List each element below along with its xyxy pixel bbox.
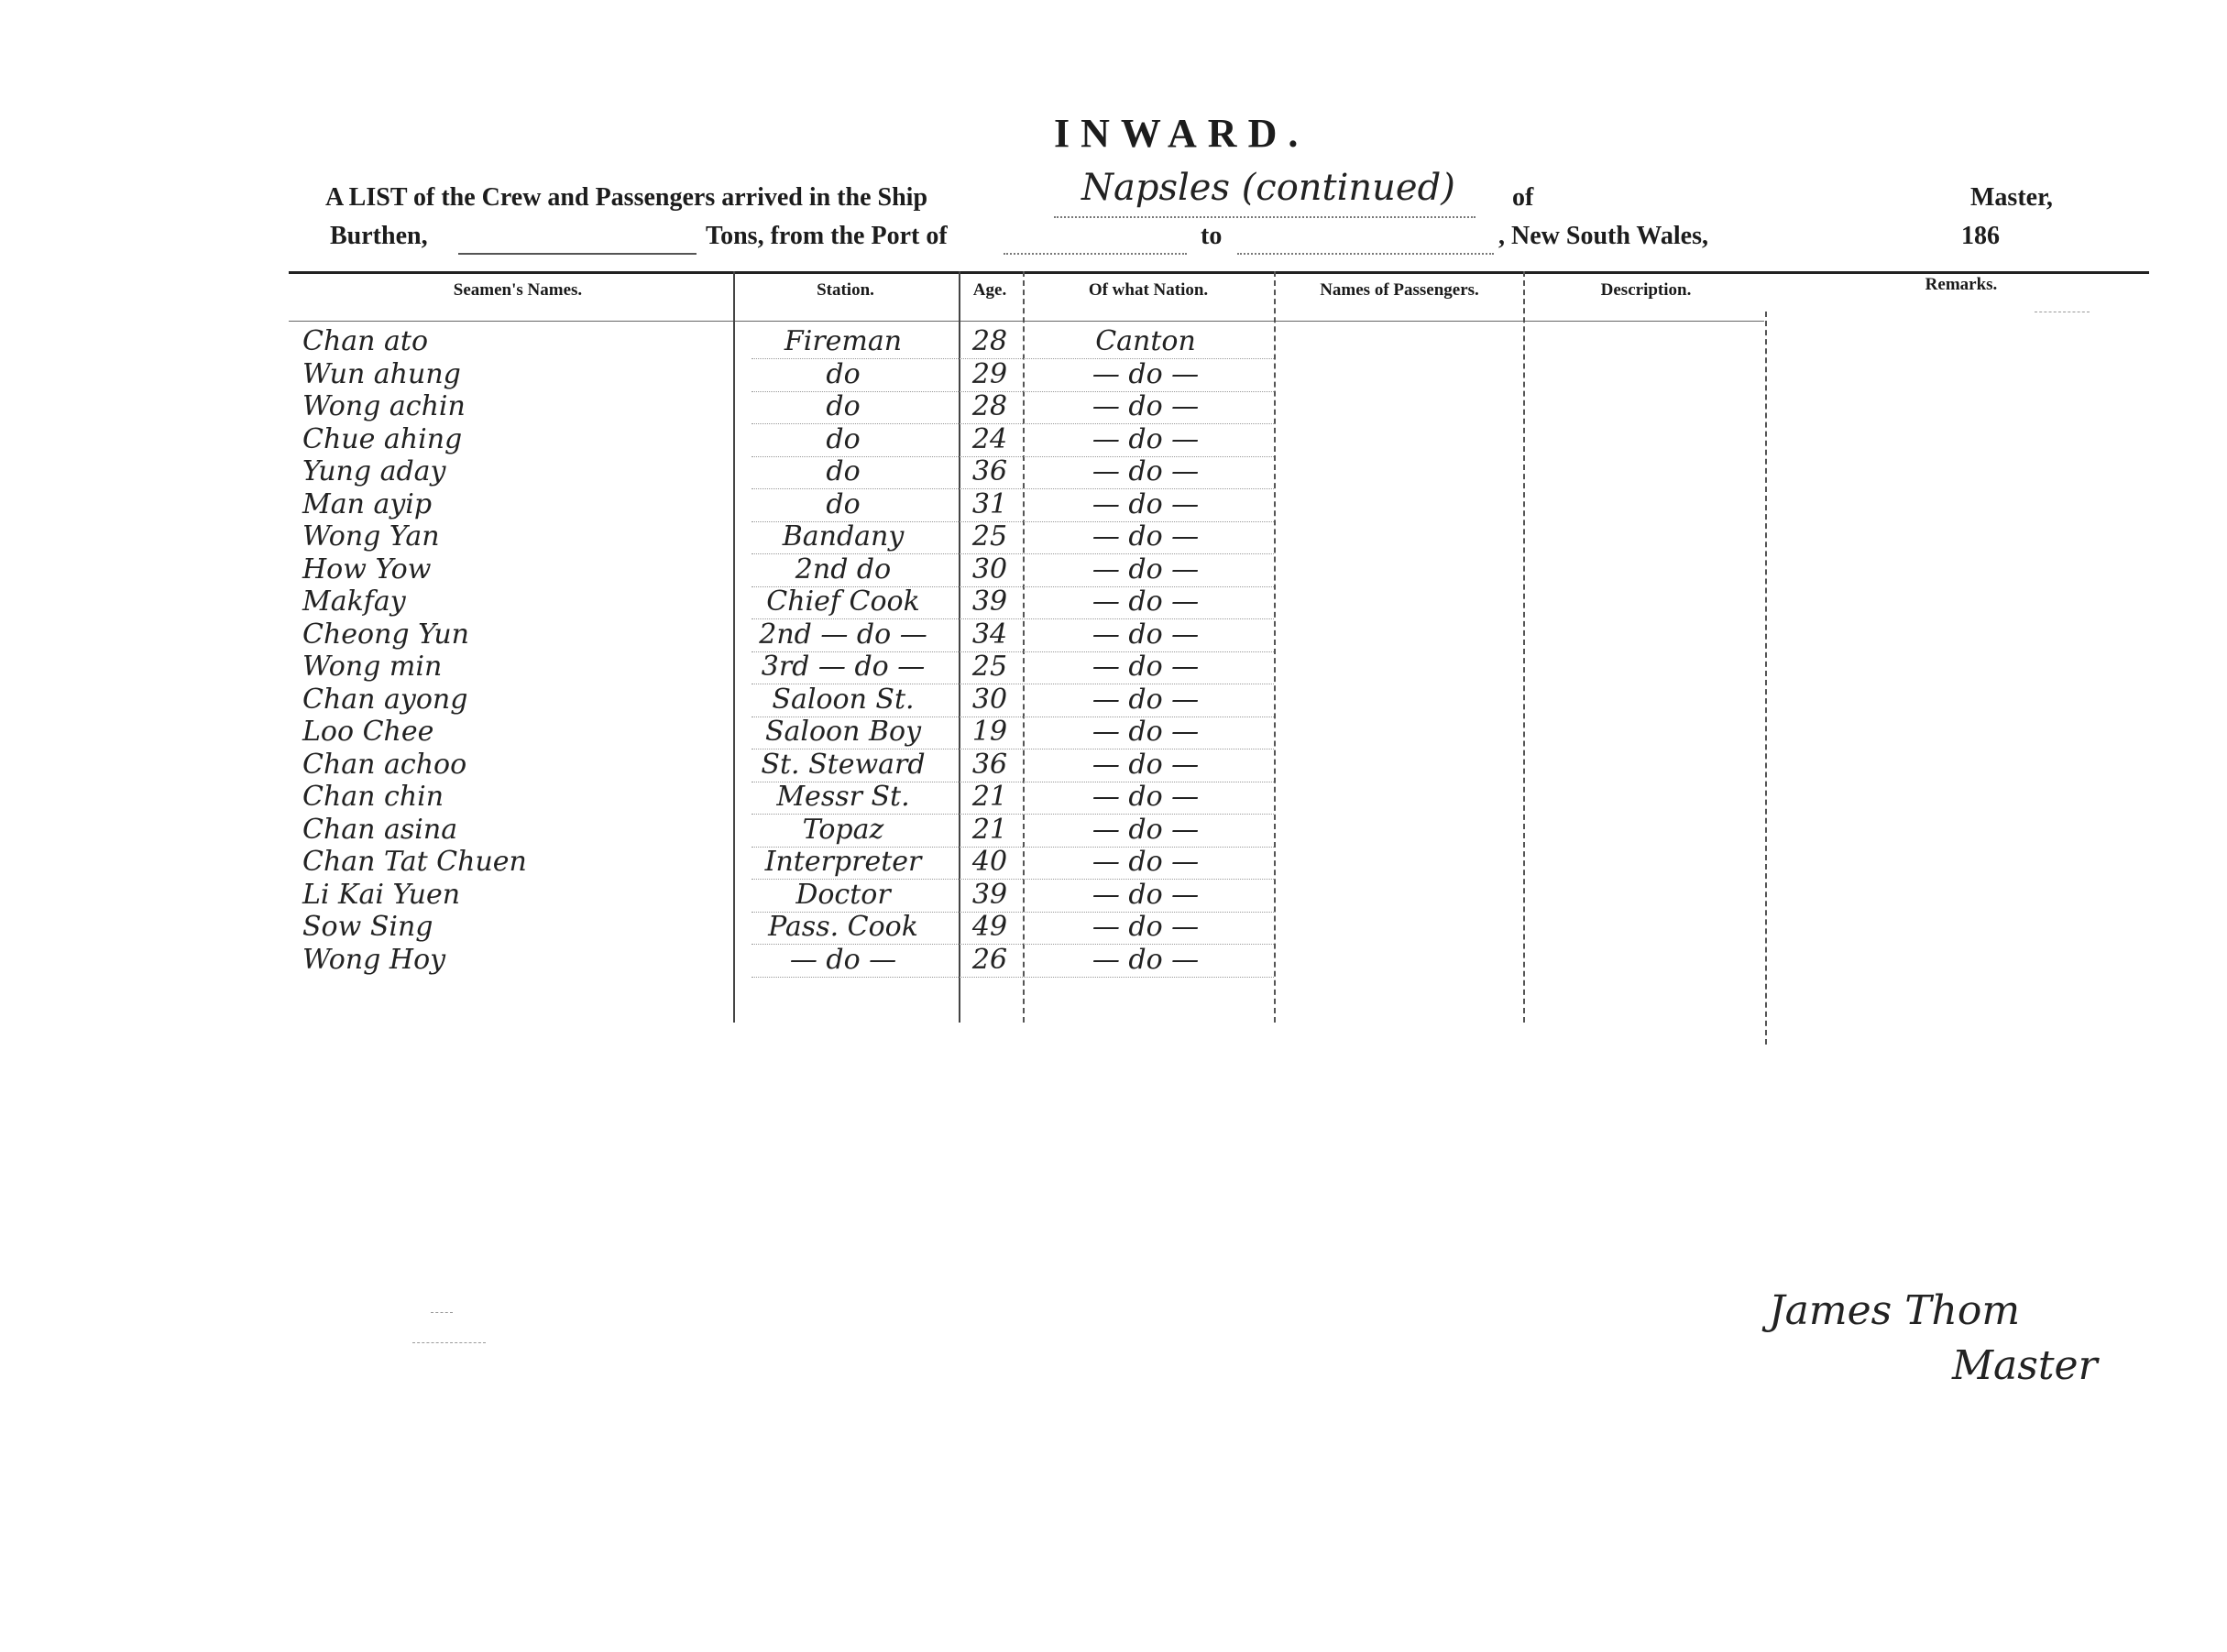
crew-age-cell: 26 <box>971 943 1008 976</box>
crew-nation-cell: — do — <box>1092 357 1200 390</box>
crew-name-cell: Man ayip <box>302 487 433 520</box>
crew-name-cell: Chan ato <box>302 325 429 357</box>
of-label: of <box>1512 183 1534 212</box>
crew-age-cell: 39 <box>971 585 1008 618</box>
col-seamen-names: Seamen's Names. <box>453 280 583 300</box>
master-signature: James Thom <box>1769 1287 2021 1334</box>
crew-station-cell: Topaz <box>802 813 884 846</box>
row-dotted-line <box>751 977 1274 978</box>
burthen-label: Burthen, <box>330 222 428 250</box>
to-label: to <box>1201 222 1223 250</box>
crew-age-cell: 36 <box>971 455 1008 487</box>
crew-station-cell: Chief Cook <box>766 585 920 618</box>
crew-nation-cell: — do — <box>1092 520 1200 552</box>
crew-nation-cell: — do — <box>1092 748 1200 781</box>
crew-name-cell: Wun ahung <box>302 357 461 390</box>
crew-station-cell: Pass. Cook <box>768 911 918 943</box>
crew-station-cell: 2nd — do — <box>759 618 927 651</box>
port-line <box>1004 253 1187 255</box>
passengers-divider <box>1274 271 1276 1023</box>
crew-nation-cell: — do — <box>1092 390 1200 422</box>
crew-name-cell: Makfay <box>302 585 406 618</box>
crew-nation-cell: — do — <box>1092 683 1200 716</box>
crew-age-cell: 34 <box>971 618 1008 651</box>
stray-mark <box>412 1342 486 1343</box>
crew-station-cell: Interpreter <box>764 846 922 878</box>
col-passengers: Names of Passengers. <box>1320 280 1479 300</box>
ship-name-line <box>1054 216 1476 218</box>
crew-station-cell: Fireman <box>784 325 903 357</box>
crew-age-cell: 40 <box>971 846 1008 878</box>
crew-station-cell: Saloon Boy <box>764 716 922 748</box>
crew-nation-cell: — do — <box>1092 618 1200 651</box>
crew-age-cell: 36 <box>971 748 1008 781</box>
header-rule <box>289 271 2149 274</box>
crew-station-cell: do <box>826 422 861 455</box>
crew-nation-cell: — do — <box>1092 911 1200 943</box>
master-label: Master, <box>1970 183 2053 212</box>
column-header-line <box>289 321 1764 322</box>
crew-nation-cell: — do — <box>1092 813 1200 846</box>
remarks-divider <box>1765 312 1767 1045</box>
col-remarks: Remarks. <box>1925 275 1998 294</box>
nsw-label: , New South Wales, <box>1498 222 1708 250</box>
crew-name-cell: Wong achin <box>302 390 466 422</box>
crew-age-cell: 21 <box>971 813 1008 846</box>
crew-name-cell: Chue ahing <box>302 422 463 455</box>
crew-age-cell: 39 <box>971 878 1008 911</box>
crew-age-cell: 29 <box>971 357 1008 390</box>
list-prefix: A LIST of the Crew and Passengers arrived in the Ship <box>325 183 928 212</box>
col-age: Age. <box>972 280 1007 300</box>
crew-nation-cell: — do — <box>1092 487 1200 520</box>
crew-age-cell: 49 <box>971 911 1008 943</box>
crew-age-cell: 30 <box>971 552 1008 585</box>
crew-age-cell: 25 <box>971 651 1008 683</box>
stray-mark <box>431 1312 453 1313</box>
crew-station-cell: do <box>826 487 861 520</box>
crew-nation-cell: — do — <box>1092 943 1200 976</box>
crew-nation-cell: — do — <box>1092 422 1200 455</box>
crew-nation-cell: — do — <box>1092 716 1200 748</box>
crew-station-cell: — do — <box>789 943 897 976</box>
crew-age-cell: 19 <box>971 716 1008 748</box>
crew-name-cell: Chan achoo <box>302 748 467 781</box>
crew-name-cell: Chan ayong <box>302 683 468 716</box>
crew-age-cell: 28 <box>971 325 1008 357</box>
crew-station-cell: 2nd do <box>795 552 892 585</box>
crew-name-cell: Wong min <box>302 651 443 683</box>
crew-name-cell: Chan Tat Chuen <box>302 846 527 878</box>
crew-nation-cell: — do — <box>1092 585 1200 618</box>
crew-nation-cell: — do — <box>1092 651 1200 683</box>
crew-nation-cell: — do — <box>1092 878 1200 911</box>
col-nation: Of what Nation. <box>1088 280 1209 300</box>
crew-name-cell: How Yow <box>302 552 432 585</box>
ship-name: Napsles (continued) <box>1081 167 1455 209</box>
year-prefix: 186 <box>1961 222 2000 250</box>
master-signature-title: Master <box>1952 1342 2098 1389</box>
nation-divider <box>1023 271 1025 1023</box>
crew-age-cell: 25 <box>971 520 1008 552</box>
crew-station-cell: Bandany <box>782 520 905 552</box>
col-description: Description. <box>1600 280 1692 300</box>
crew-name-cell: Wong Hoy <box>302 943 446 976</box>
tons-from-port-label: Tons, from the Port of <box>706 222 948 250</box>
crew-name-cell: Yung aday <box>302 455 446 487</box>
crew-station-cell: do <box>826 455 861 487</box>
crew-name-cell: Wong Yan <box>302 520 440 552</box>
form-title: INWARD. <box>1054 111 1310 156</box>
crew-nation-cell: — do — <box>1092 781 1200 813</box>
crew-name-cell: Loo Chee <box>302 716 434 748</box>
description-divider <box>1523 271 1525 1023</box>
crew-station-cell: do <box>826 390 861 422</box>
crew-name-cell: Chan chin <box>302 781 444 813</box>
to-line <box>1237 253 1494 255</box>
crew-station-cell: Saloon St. <box>772 683 915 716</box>
crew-age-cell: 28 <box>971 390 1008 422</box>
crew-station-cell: St. Steward <box>761 748 926 781</box>
burthen-line <box>458 253 697 255</box>
crew-name-cell: Sow Sing <box>302 911 433 943</box>
crew-nation-cell: — do — <box>1092 552 1200 585</box>
crew-station-cell: Messr St. <box>776 781 910 813</box>
crew-station-cell: Doctor <box>795 878 891 911</box>
crew-nation-cell: — do — <box>1092 455 1200 487</box>
crew-name-cell: Chan asina <box>302 813 458 846</box>
crew-name-cell: Cheong Yun <box>302 618 469 651</box>
crew-nation-cell: — do — <box>1092 846 1200 878</box>
crew-age-cell: 31 <box>971 487 1008 520</box>
crew-name-cell: Li Kai Yuen <box>302 878 461 911</box>
crew-age-cell: 21 <box>971 781 1008 813</box>
crew-station-cell: do <box>826 357 861 390</box>
crew-age-cell: 30 <box>971 683 1008 716</box>
crew-age-cell: 24 <box>971 422 1008 455</box>
crew-nation-cell: Canton <box>1095 325 1196 357</box>
col-station: Station. <box>817 280 874 300</box>
crew-station-cell: 3rd — do — <box>761 651 926 683</box>
